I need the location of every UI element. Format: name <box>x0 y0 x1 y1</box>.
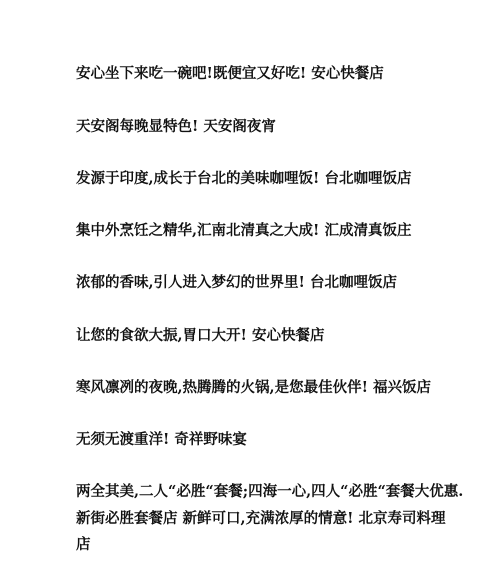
slogan-line-4: 集中外烹饪之精华,汇南北清真之大成! 汇成清真饭庄 <box>76 222 412 239</box>
slogan-line-1: 安心坐下来吃一碗吧!既便宜又好吃! 安心快餐店 <box>76 65 384 82</box>
slogan-line-2: 天安阁每晚显特色! 天安阁夜宵 <box>76 118 276 135</box>
slogan-line-3: 发源于印度,成长于台北的美味咖哩饭! 台北咖哩饭店 <box>76 170 412 187</box>
slogan-line-8: 无须无渡重洋! 奇祥野味宴 <box>76 431 247 448</box>
slogan-line-5: 浓郁的香味,引人进入梦幻的世界里! 台北咖哩饭店 <box>76 274 397 291</box>
slogan-line-10: 新街必胜套餐店 新鲜可口,充满浓厚的情意! 北京寿司料理 <box>76 510 446 527</box>
slogan-line-7: 寒风凛冽的夜晚,热腾腾的火锅,是您最佳伙伴! 福兴饭店 <box>76 379 432 396</box>
slogan-line-11: 店 <box>76 536 91 553</box>
slogan-line-6: 让您的食欲大振,胃口大开! 安心快餐店 <box>76 327 325 344</box>
slogan-line-9: 两全其美,二人“必胜“套餐;四海一心,四人“必胜“套餐大优惠. <box>76 483 464 500</box>
